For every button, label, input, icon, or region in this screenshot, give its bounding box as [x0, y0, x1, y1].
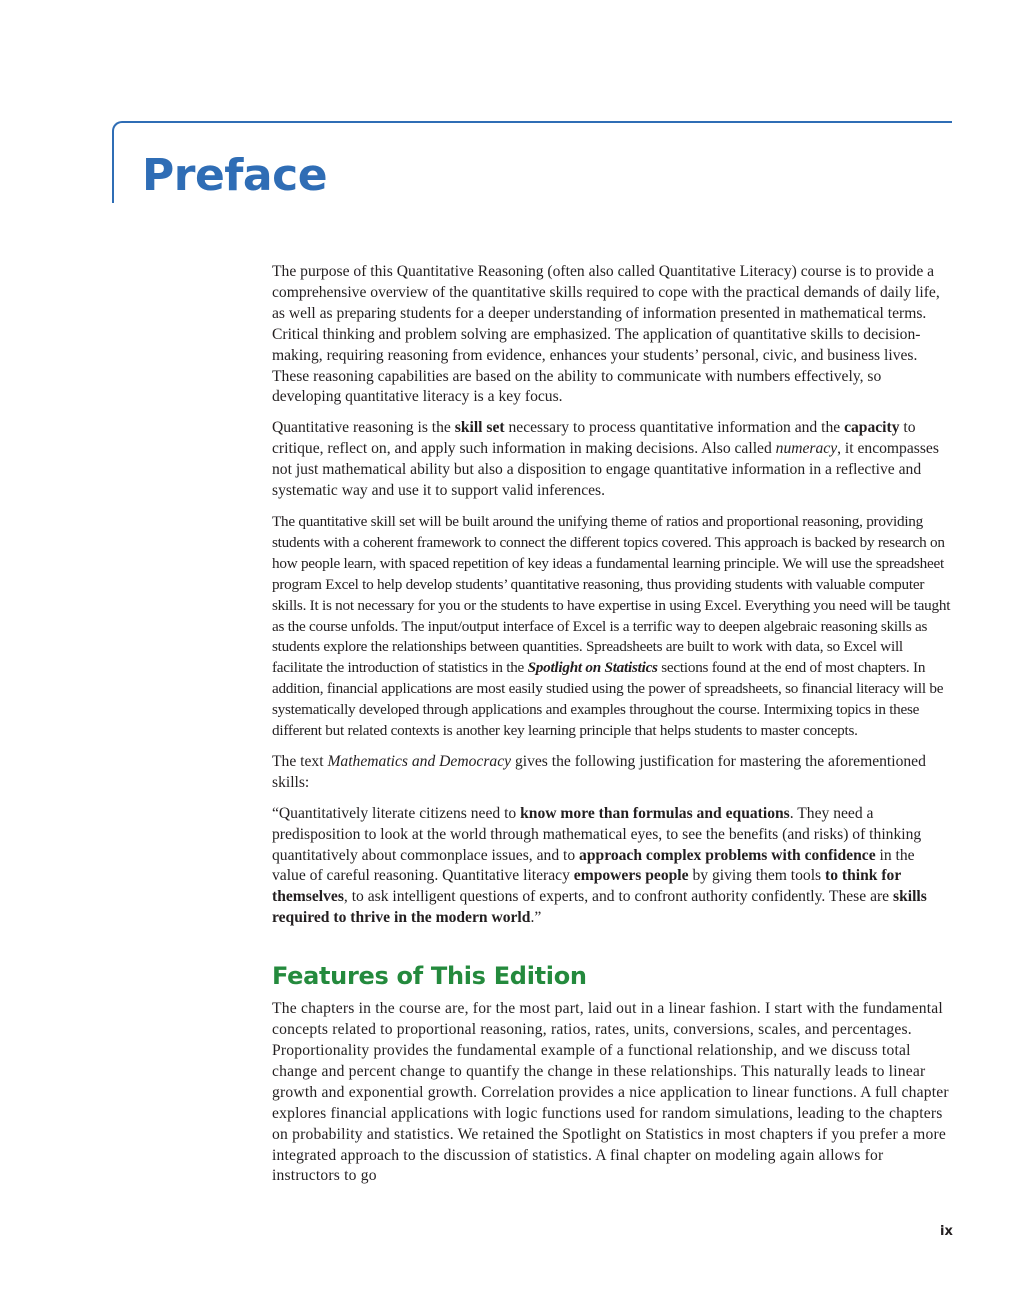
paragraph-justification: [272, 752, 952, 794]
text-run: . They need a predisposition to look at the world through mathematical eyes, to see the benefits (and risks) of thinking quantitatively about commonplace issues, and to: [272, 804, 922, 864]
text-run: The quantitative skill set will be built around the unifying theme of ratios and proportional reasoning, providing students with a coherent framework to connect the different topics covered. This approach is backed by research on how people learn, with spaced repetition of key ideas a fundamental learning principle. We will use the spreadsheet program Excel to help develop students’ quantitative reasoning, thus providing students with valuable computer skills. It is not necessary for you or the students to have expertise in using Excel. Everything you need will be taught as the course unfolds. The input/output interface of Excel is a terrific way to deepen algebraic reasoning skills as students explore the relationships between quantities. Spreadsheets are built to work with data, so Excel will facilitate the introduction of statistics in the: [272, 512, 951, 677]
bold-italic-term: Spotlight on Statistics: [527, 659, 658, 677]
text-run: , it encompasses not just mathematical ability but also a disposition to engage quantitative information in a reflective and systematic way and use it to support valid inferences.: [272, 440, 939, 500]
text-run: necessary to process quantitative information and the: [504, 419, 845, 437]
book-title: Mathematics and Democracy: [327, 752, 512, 770]
bold-term: empowers people: [573, 867, 689, 885]
text-run: sections found at the end of most chapters. In addition, financial applications are most easily studied using the power of spreadsheets, so financial literacy will be systematically developed through applications and examples throughout the course. Intermixing topics in these different but related contexts is another key learning principle that helps students to master concepts.: [272, 659, 944, 740]
bold-term: know more than formulas and equations: [520, 804, 790, 822]
paragraph-purpose: The purpose of this Quantitative Reasoning (often also called Quantitative Literacy) course is to provide a comprehensive overview of the quantitative skills required to cope with the practical demands of daily life, as well as preparing students for a deeper understanding of information presented in mathematical terms. Critical thinking and problem solving are emphasized. The application of quantitative skills to decision-making, requiring reasoning from evidence, enhances your students’ personal, civic, and business lives. These reasoning capabilities are based on the ability to communicate with numbers effectively, so developing quantitative literacy is a key focus.: [272, 263, 940, 406]
text-run: by giving them tools: [688, 867, 826, 885]
text-run: in the value of careful reasoning. Quantitative literacy: [272, 846, 915, 885]
body-text: [272, 262, 952, 1197]
paragraph-features: The chapters in the course are, for the most part, laid out in a linear fashion. I start with the fundamental concepts related to proportional reasoning, ratios, rates, units, conversions, scales, and percentages. Proportionality provides the fundamental example of a functional relationship, and we discuss total change and percent change to quantify the change in these relationships. This naturally leads to linear growth and exponential growth. Correlation provides a nice application to linear functions. A full chapter explores financial applications with logic functions used for random simulations, leading to the chapters on probability and statistics. We retained the Spotlight on Statistics in most chapters if you prefer a more integrated approach to the discussion of statistics. A final chapter on modeling again allows for instructors to go: [272, 1000, 949, 1185]
bold-term: to think for themselves: [272, 867, 901, 906]
paragraph-skill-set: [272, 512, 952, 742]
bold-term: skills required to thrive in the modern world: [272, 888, 927, 927]
italic-term: numeracy: [775, 440, 838, 458]
text-run: “Quantitatively literate citizens need to: [272, 804, 521, 822]
paragraph-quantitative-reasoning: [272, 418, 952, 502]
bold-term: approach complex problems with confidence: [579, 846, 876, 864]
section-heading: Features of This Edition: [272, 962, 587, 991]
text-run: to critique, reflect on, and apply such information in making decisions. Also called: [272, 419, 916, 458]
page-title: Preface: [142, 150, 328, 201]
bold-term: skill set: [454, 419, 505, 437]
text-run: gives the following justification for mastering the aforementioned skills:: [272, 752, 926, 791]
bold-term: capacity: [844, 419, 900, 437]
text-run: The text: [272, 752, 328, 770]
text-run: .”: [530, 909, 542, 927]
page-number: ix: [940, 1224, 953, 1239]
paragraph-quote: [272, 804, 952, 929]
text-run: Quantitative reasoning is the: [272, 419, 455, 437]
text-run: , to ask intelligent questions of experts, and to confront authority confidently. These are: [343, 888, 893, 906]
